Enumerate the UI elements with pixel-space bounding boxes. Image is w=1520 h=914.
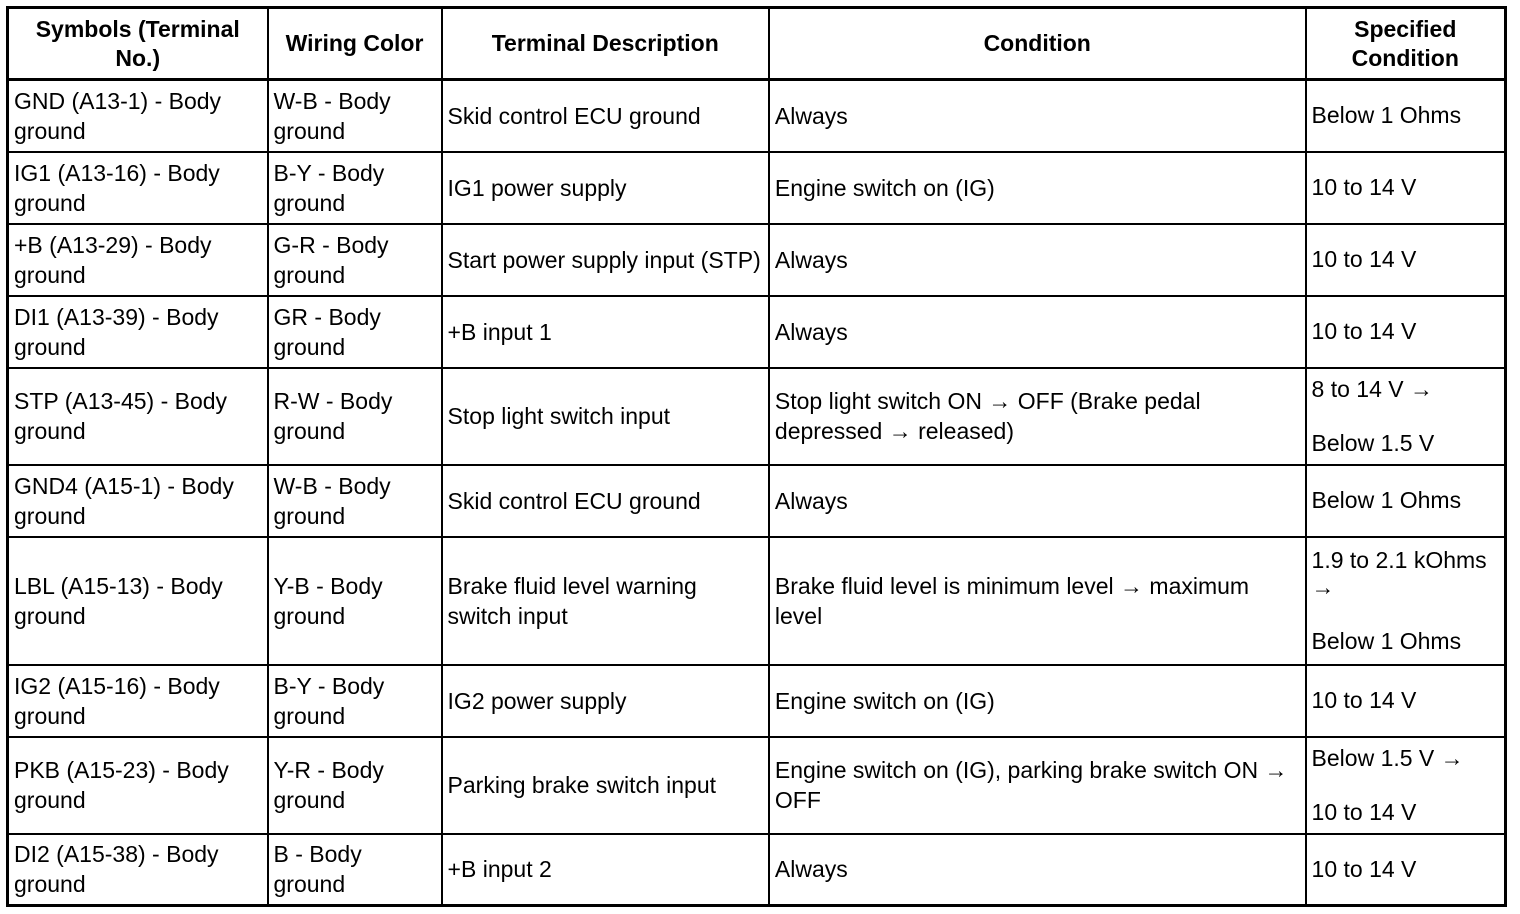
cell-specified-condition: 10 to 14 V bbox=[1306, 834, 1506, 906]
cell-condition: Always bbox=[769, 80, 1306, 152]
cell-terminal-description: Brake fluid level warning switch input bbox=[442, 537, 769, 665]
table-row bbox=[8, 80, 1506, 152]
table-row bbox=[8, 537, 1506, 665]
table-row bbox=[8, 296, 1506, 368]
cell-wiring-color: B - Body ground bbox=[268, 834, 442, 906]
table-row bbox=[8, 665, 1506, 737]
table-row bbox=[8, 737, 1506, 834]
cell-symbol: IG1 (A13-16) - Body ground bbox=[8, 152, 268, 224]
cell-specified-condition: 10 to 14 V bbox=[1306, 665, 1506, 737]
cell-wiring-color: GR - Body ground bbox=[268, 296, 442, 368]
cell-condition: Brake fluid level is minimum level → maximum level bbox=[769, 537, 1306, 665]
terminal-spec-table bbox=[6, 6, 1507, 907]
header-terminal-description: Terminal Description bbox=[442, 8, 769, 80]
header-row bbox=[8, 8, 1506, 80]
table-row bbox=[8, 152, 1506, 224]
cell-specified-condition: Below 1.5 V → 10 to 14 V bbox=[1306, 737, 1506, 834]
cell-wiring-color: G-R - Body ground bbox=[268, 224, 442, 296]
cell-symbol: GND (A13-1) - Body ground bbox=[8, 80, 268, 152]
cell-wiring-color: W-B - Body ground bbox=[268, 80, 442, 152]
cell-symbol: DI1 (A13-39) - Body ground bbox=[8, 296, 268, 368]
cell-condition: Engine switch on (IG), parking brake switch ON → OFF bbox=[769, 737, 1306, 834]
table-row bbox=[8, 465, 1506, 537]
table-header bbox=[8, 8, 1506, 80]
cell-specified-condition: 10 to 14 V bbox=[1306, 152, 1506, 224]
cell-wiring-color: R-W - Body ground bbox=[268, 368, 442, 465]
cell-specified-condition: 10 to 14 V bbox=[1306, 224, 1506, 296]
cell-condition: Always bbox=[769, 834, 1306, 906]
cell-specified-condition: 10 to 14 V bbox=[1306, 296, 1506, 368]
cell-terminal-description: IG2 power supply bbox=[442, 665, 769, 737]
cell-terminal-description: Skid control ECU ground bbox=[442, 80, 769, 152]
cell-terminal-description: Parking brake switch input bbox=[442, 737, 769, 834]
cell-wiring-color: Y-B - Body ground bbox=[268, 537, 442, 665]
cell-symbol: DI2 (A15-38) - Body ground bbox=[8, 834, 268, 906]
cell-specified-condition: Below 1 Ohms bbox=[1306, 80, 1506, 152]
cell-wiring-color: W-B - Body ground bbox=[268, 465, 442, 537]
cell-wiring-color: B-Y - Body ground bbox=[268, 665, 442, 737]
cell-condition: Always bbox=[769, 224, 1306, 296]
table-row bbox=[8, 834, 1506, 906]
table-row bbox=[8, 368, 1506, 465]
cell-terminal-description: Stop light switch input bbox=[442, 368, 769, 465]
cell-symbol: IG2 (A15-16) - Body ground bbox=[8, 665, 268, 737]
header-wiring-color: Wiring Color bbox=[268, 8, 442, 80]
cell-terminal-description: +B input 2 bbox=[442, 834, 769, 906]
cell-symbol: +B (A13-29) - Body ground bbox=[8, 224, 268, 296]
cell-condition: Always bbox=[769, 296, 1306, 368]
cell-condition: Engine switch on (IG) bbox=[769, 665, 1306, 737]
cell-wiring-color: B-Y - Body ground bbox=[268, 152, 442, 224]
cell-specified-condition: Below 1 Ohms bbox=[1306, 465, 1506, 537]
cell-specified-condition: 1.9 to 2.1 kOhms → Below 1 Ohms bbox=[1306, 537, 1506, 665]
table-body bbox=[8, 80, 1506, 906]
table-row bbox=[8, 224, 1506, 296]
header-specified-condition: Specified Condition bbox=[1306, 8, 1506, 80]
cell-condition: Engine switch on (IG) bbox=[769, 152, 1306, 224]
cell-specified-condition: 8 to 14 V → Below 1.5 V bbox=[1306, 368, 1506, 465]
cell-terminal-description: +B input 1 bbox=[442, 296, 769, 368]
cell-symbol: GND4 (A15-1) - Body ground bbox=[8, 465, 268, 537]
cell-symbol: LBL (A15-13) - Body ground bbox=[8, 537, 268, 665]
cell-condition: Always bbox=[769, 465, 1306, 537]
header-symbols: Symbols (Terminal No.) bbox=[8, 8, 268, 80]
cell-terminal-description: IG1 power supply bbox=[442, 152, 769, 224]
cell-terminal-description: Start power supply input (STP) bbox=[442, 224, 769, 296]
cell-symbol: PKB (A15-23) - Body ground bbox=[8, 737, 268, 834]
cell-terminal-description: Skid control ECU ground bbox=[442, 465, 769, 537]
cell-condition: Stop light switch ON → OFF (Brake pedal depressed → released) bbox=[769, 368, 1306, 465]
cell-wiring-color: Y-R - Body ground bbox=[268, 737, 442, 834]
header-condition: Condition bbox=[769, 8, 1306, 80]
cell-symbol: STP (A13-45) - Body ground bbox=[8, 368, 268, 465]
